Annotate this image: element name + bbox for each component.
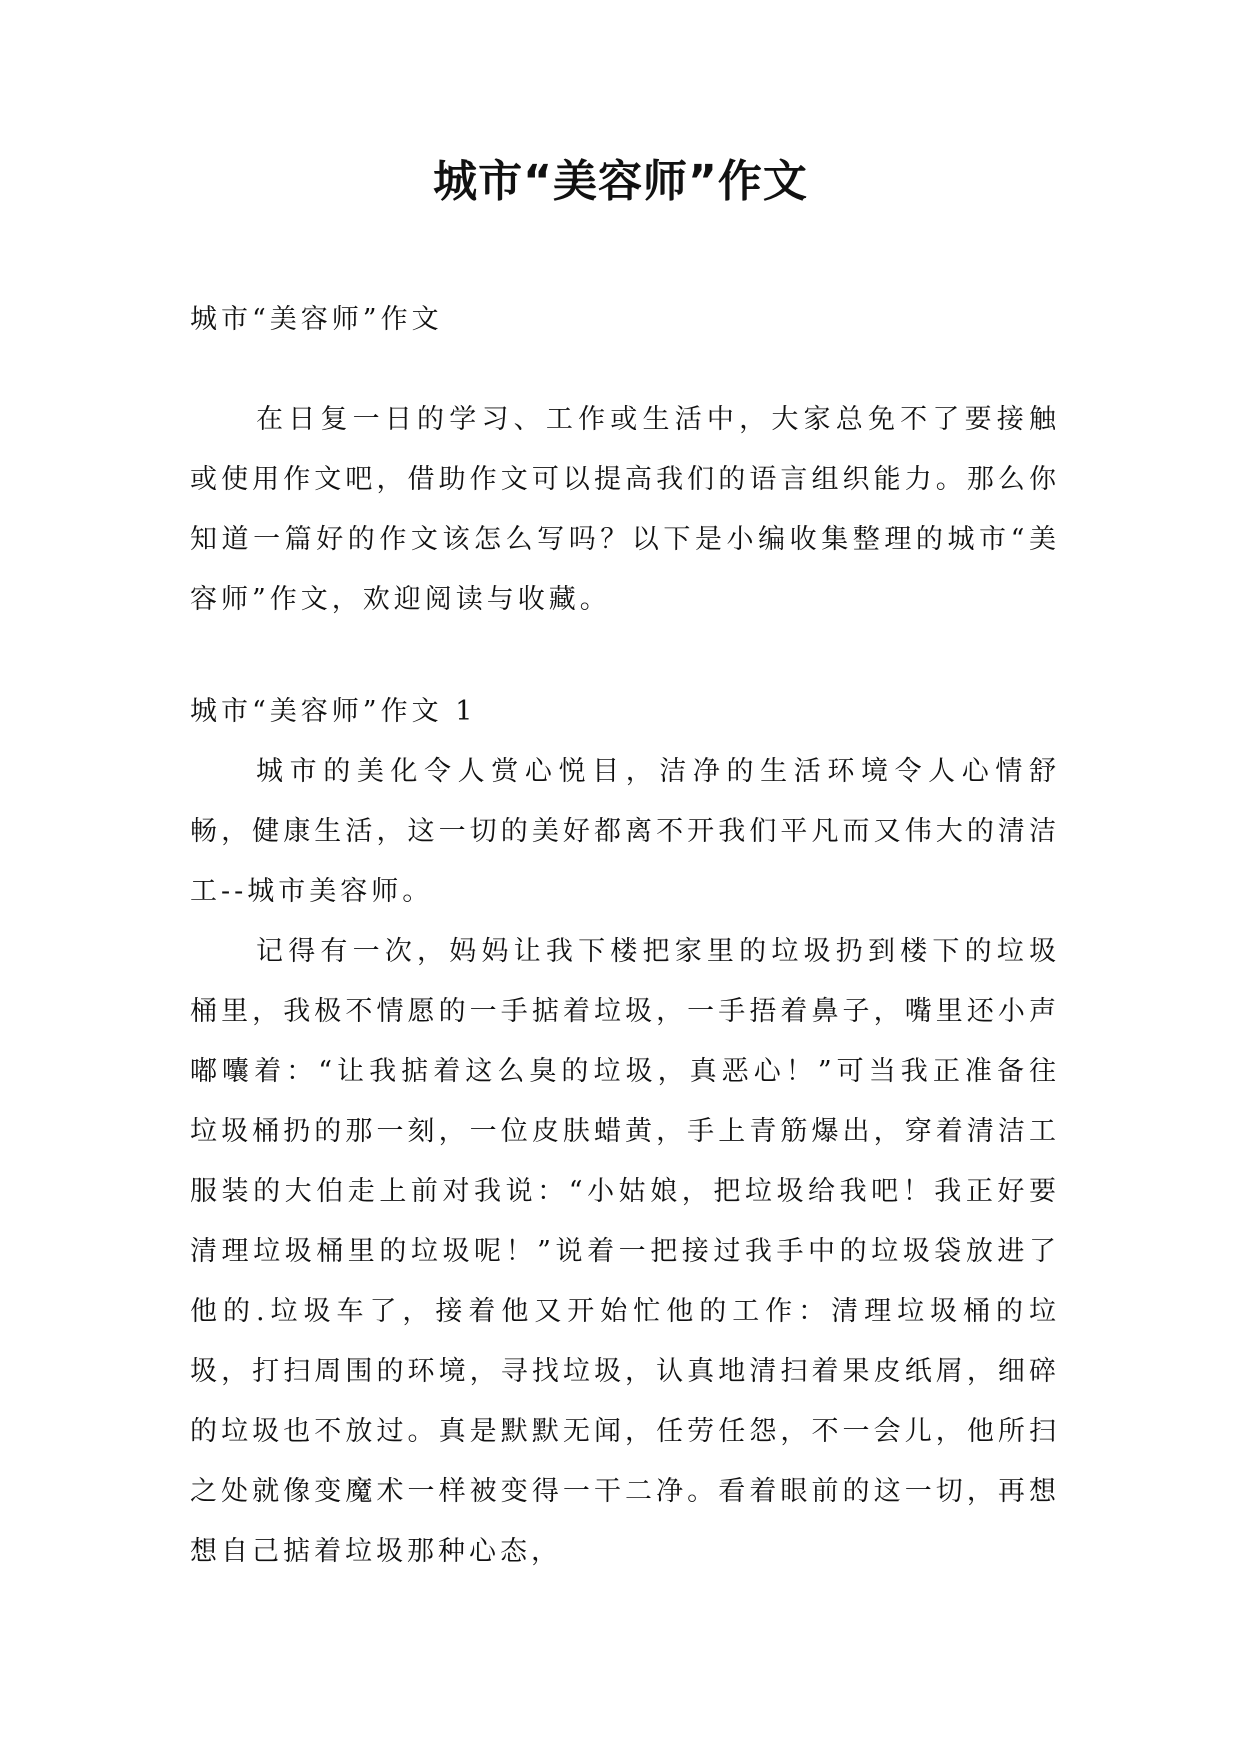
spacer — [190, 350, 1060, 390]
body-paragraph: 记得有一次，妈妈让我下楼把家里的垃圾扔到楼下的垃圾桶里，我极不情愿的一手掂着垃圾，一手捂着鼻子，嘴里还小声嘟囔着：“让我掂着这么臭的垃圾，真恶心！”可当我正准备往垃圾桶扔的那一刻，一位皮肤蜡黄，手上青筋爆出，穿着清洁工服装的大伯走上前对我说：“小姑娘，把垃圾给我吧！我正好要清理垃圾桶里的垃圾呢！”说着一把接过我手中的垃圾袋放进了他的.垃圾车了，接着他又开始忙他的工作：清理垃圾桶的垃圾，打扫周围的环境，寻找垃圾，认真地清扫着果皮纸屑，细碎的垃圾也不放过。真是默默无闻，任劳任怨，不一会儿，他所扫之处就像变魔术一样被变得一干二净。看着眼前的这一切，再想想自己掂着垃圾那种心态， — [190, 936, 1060, 1567]
document-subtitle: 城市“美容师”作文 — [190, 304, 443, 335]
body-paragraph: 城市的美化令人赏心悦目，洁净的生活环境令人心情舒畅，健康生活，这一切的美好都离不开我们平凡而又伟大的清洁工--城市美容师。 — [190, 756, 1060, 907]
document-body — [190, 290, 1060, 1582]
intro-paragraph: 在日复一日的学习、工作或生活中，大家总免不了要接触或使用作文吧，借助作文可以提高我们的语言组织能力。那么你知道一篇好的作文该怎么写吗？以下是小编收集整理的城市“美容师”作文，欢迎阅读与收藏。 — [190, 404, 1060, 615]
spacer — [190, 630, 1060, 682]
document-title: 城市“美容师”作文 — [433, 156, 808, 207]
section-heading: 城市“美容师”作文 1 — [190, 696, 477, 727]
